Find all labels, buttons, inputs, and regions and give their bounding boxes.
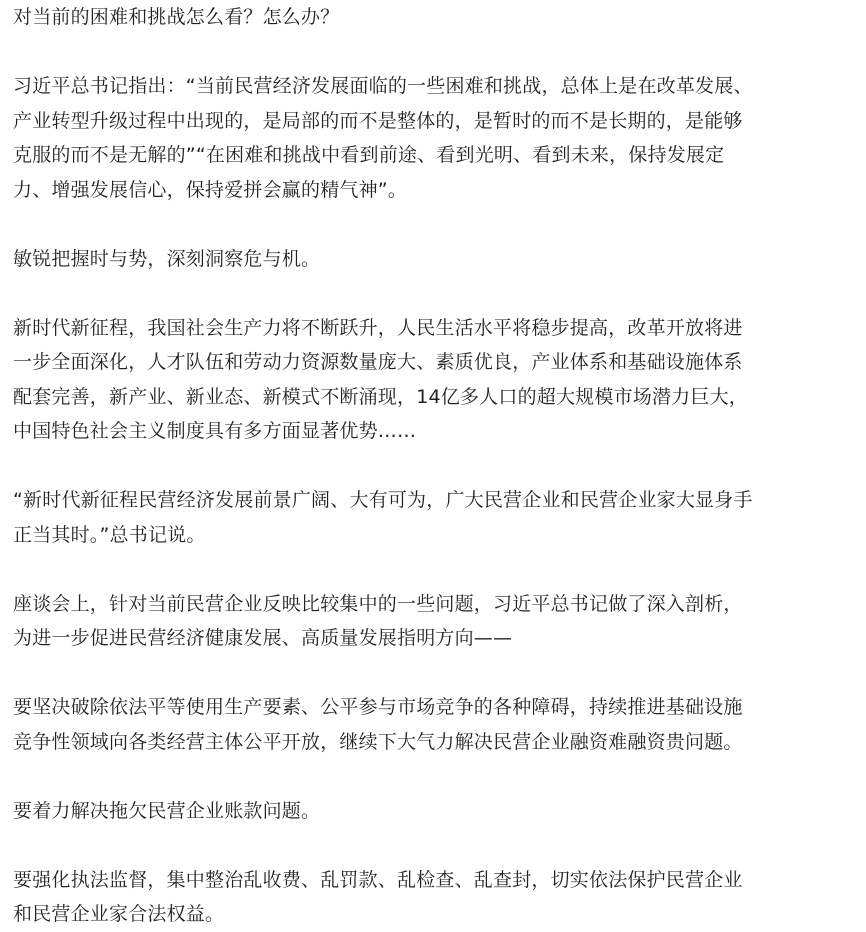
- paragraph-spacer: [13, 449, 863, 484]
- text-line: 竞争性领域向各类经营主体公平开放，继续下大气力解决民营企业融资难融资贵问题。: [13, 730, 743, 753]
- paragraph-question: [13, 0, 863, 35]
- paragraph-spacer: [13, 828, 863, 863]
- text-line: 习近平总书记指出：“当前民营经济发展面临的一些困难和挑战，总体上是在改革发展、: [13, 75, 753, 97]
- paragraph-new-era: [13, 311, 863, 449]
- text-line: 要强化执法监督，集中整治乱收费、乱罚款、乱检查、乱查封，切实依法保护民营企业: [13, 868, 743, 891]
- text-line: 一步全面深化，人才队伍和劳动力资源数量庞大、素质优良，产业体系和基础设施体系: [13, 351, 743, 373]
- paragraph-insight: [13, 242, 863, 277]
- paragraph-arrears: [13, 794, 863, 829]
- text-line: 敏锐把握时与势，深刻洞察危与机。: [13, 247, 321, 270]
- text-line: 新时代新征程，我国社会生产力将不断跃升，人民生活水平将稳步提高，改革开放将进: [13, 316, 743, 339]
- paragraph-enforcement: [13, 863, 863, 932]
- paragraph-prospects: [13, 483, 863, 552]
- text-line: 产业转型升级过程中出现的，是局部的而不是整体的，是暂时的而不是长期的，是能够: [13, 109, 743, 132]
- text-line: 座谈会上，针对当前民营企业反映比较集中的一些问题，习近平总书记做了深入剖析，: [13, 592, 743, 615]
- paragraph-spacer: [13, 656, 863, 691]
- paragraph-spacer: [13, 207, 863, 242]
- text-line: 克服的而不是无解的”“在困难和挑战中看到前途、看到光明、看到未来，保持发展定: [13, 144, 725, 166]
- text-line: “新时代新征程民营经济发展前景广阔、大有可为，广大民营企业和民营企业家大显身手: [13, 489, 753, 511]
- text-line: 为进一步促进民营经济健康发展、高质量发展指明方向——: [13, 627, 513, 649]
- text-line: 要坚决破除依法平等使用生产要素、公平参与市场竞争的各种障碍，持续推进基础设施: [13, 696, 743, 718]
- text-line: 配套完善，新产业、新业态、新模式不断涌现，14亿多人口的超大规模市场潜力巨大，: [13, 385, 748, 408]
- paragraph-spacer: [13, 35, 863, 70]
- paragraph-barriers: [13, 690, 863, 759]
- text-line: 正当其时。”总书记说。: [13, 523, 206, 546]
- paragraph-quote-xi: [13, 69, 863, 207]
- text-line: 和民营企业家合法权益。: [13, 903, 225, 925]
- paragraph-spacer: [13, 276, 863, 311]
- text-line: 中国特色社会主义制度具有多方面显著优势……: [13, 420, 417, 442]
- paragraph-symposium: [13, 587, 863, 656]
- paragraph-spacer: [13, 759, 863, 794]
- paragraph-spacer: [13, 552, 863, 587]
- article-body: [13, 0, 863, 932]
- text-line: 力、增强发展信心，保持爱拼会赢的精气神”。: [13, 178, 408, 201]
- text-line: 对当前的困难和挑战怎么看？怎么办？: [13, 6, 340, 28]
- text-line: 要着力解决拖欠民营企业账款问题。: [13, 799, 321, 822]
